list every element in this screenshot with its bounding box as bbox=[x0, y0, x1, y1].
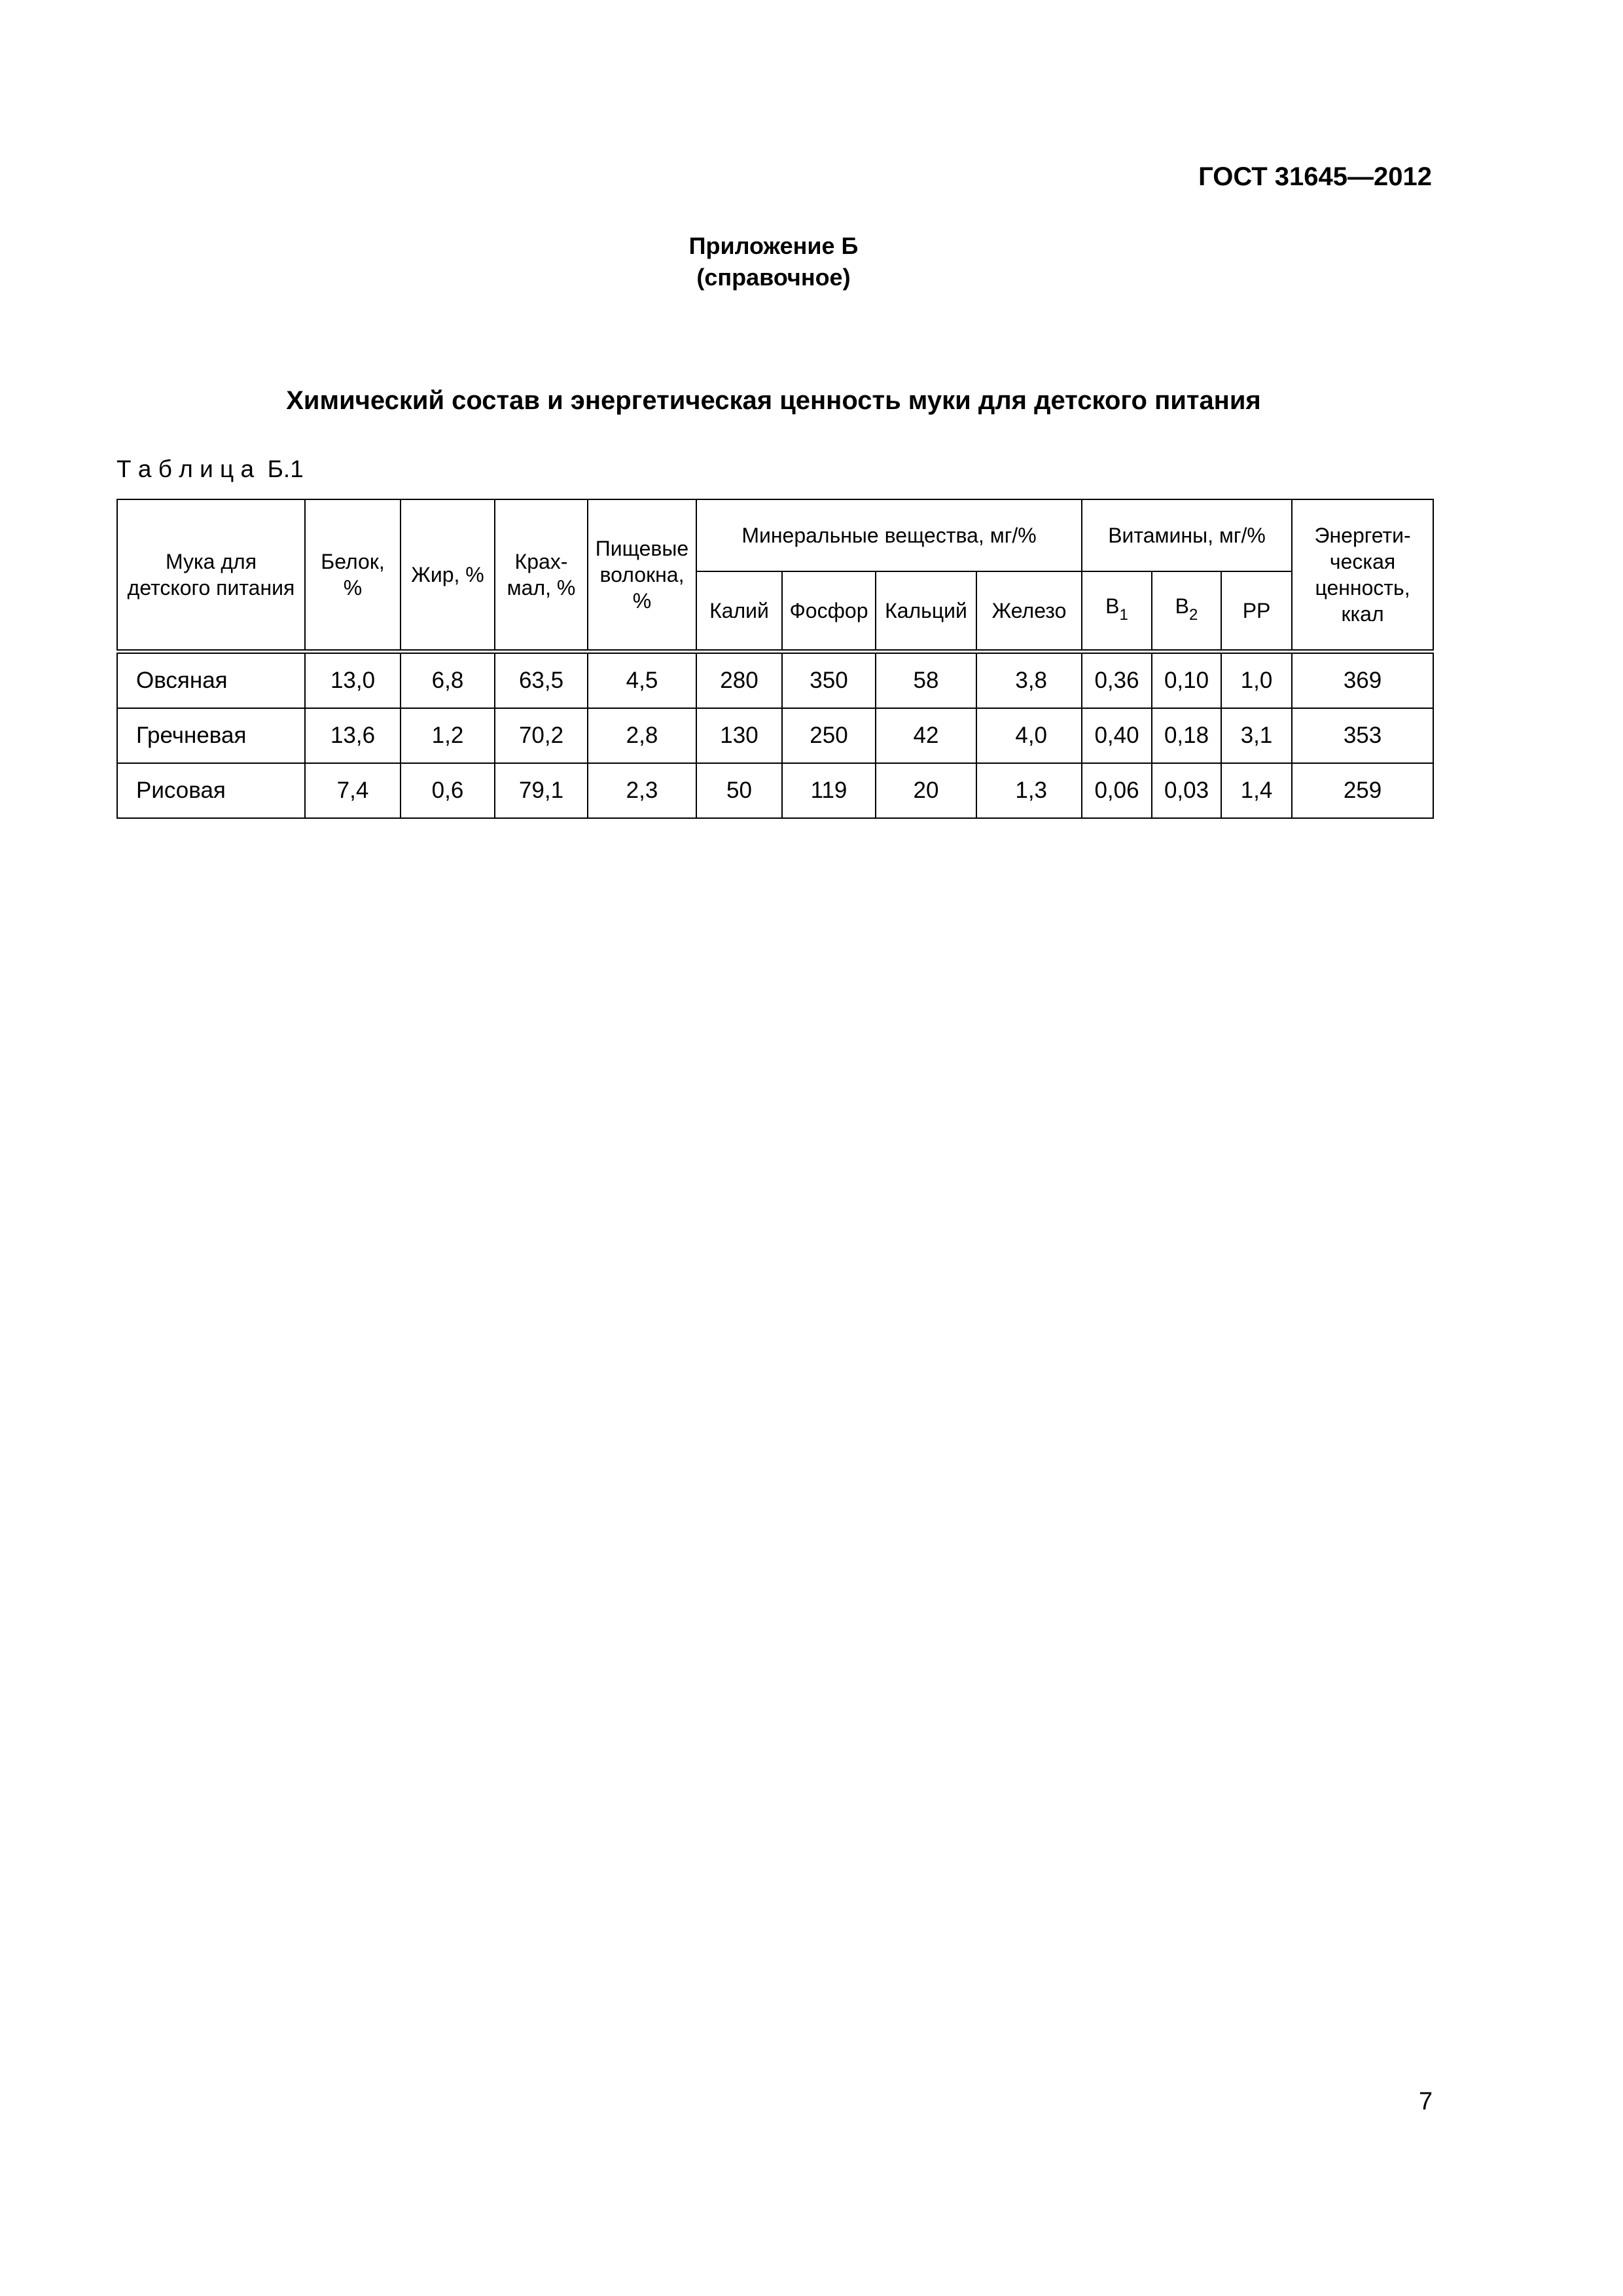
header-starch-line2: мал, % bbox=[507, 576, 576, 600]
table-row bbox=[117, 708, 1433, 763]
composition-table bbox=[116, 499, 1434, 819]
cell-vitamin-b2: 0,18 bbox=[1152, 708, 1221, 763]
cell-energy: 353 bbox=[1292, 708, 1433, 763]
header-vitamin-b1 bbox=[1082, 571, 1152, 652]
header-fiber-line3: % bbox=[632, 589, 652, 613]
cell-vitamin-b2: 0,03 bbox=[1152, 763, 1221, 818]
cell-fiber: 2,3 bbox=[588, 763, 696, 818]
document-code: ГОСТ 31645—2012 bbox=[1198, 162, 1432, 191]
header-vitamin-b2-base: B bbox=[1175, 594, 1189, 618]
cell-iron: 1,3 bbox=[976, 763, 1082, 818]
header-vitamin-pp: PP bbox=[1221, 571, 1292, 652]
header-fiber-line2: волокна, bbox=[599, 563, 685, 586]
cell-potassium: 50 bbox=[696, 763, 782, 818]
cell-starch: 63,5 bbox=[495, 652, 588, 709]
cell-flour-name: Гречневая bbox=[117, 708, 305, 763]
header-iron: Железо bbox=[976, 571, 1082, 652]
header-fiber-line1: Пищевые bbox=[595, 537, 689, 560]
cell-iron: 4,0 bbox=[976, 708, 1082, 763]
cell-vitamin-pp: 1,4 bbox=[1221, 763, 1292, 818]
header-flour bbox=[117, 499, 305, 652]
cell-vitamin-pp: 3,1 bbox=[1221, 708, 1292, 763]
header-calcium: Кальций bbox=[876, 571, 976, 652]
header-vitamin-b2 bbox=[1152, 571, 1221, 652]
cell-fat: 0,6 bbox=[401, 763, 495, 818]
page-number: 7 bbox=[1419, 2088, 1433, 2115]
cell-starch: 79,1 bbox=[495, 763, 588, 818]
cell-fat: 6,8 bbox=[401, 652, 495, 709]
cell-vitamin-b2: 0,10 bbox=[1152, 652, 1221, 709]
header-protein bbox=[305, 499, 401, 652]
cell-protein: 13,6 bbox=[305, 708, 401, 763]
header-energy-line1: Энергети- bbox=[1314, 524, 1411, 547]
header-energy-line2: ческая bbox=[1329, 550, 1396, 573]
appendix-kind: (справочное) bbox=[696, 264, 851, 291]
appendix-label: Приложение Б bbox=[688, 232, 859, 259]
cell-vitamin-pp: 1,0 bbox=[1221, 652, 1292, 709]
header-energy bbox=[1292, 499, 1433, 652]
cell-vitamin-b1: 0,06 bbox=[1082, 763, 1152, 818]
cell-calcium: 20 bbox=[876, 763, 976, 818]
cell-fiber: 4,5 bbox=[588, 652, 696, 709]
header-potassium: Калий bbox=[696, 571, 782, 652]
header-protein-line1: Белок, bbox=[321, 550, 385, 573]
cell-starch: 70,2 bbox=[495, 708, 588, 763]
header-energy-line3: ценность, bbox=[1315, 576, 1410, 600]
cell-potassium: 130 bbox=[696, 708, 782, 763]
cell-calcium: 42 bbox=[876, 708, 976, 763]
cell-energy: 369 bbox=[1292, 652, 1433, 709]
header-vitamin-b1-sub: 1 bbox=[1119, 606, 1128, 624]
cell-vitamin-b1: 0,40 bbox=[1082, 708, 1152, 763]
cell-phosphorus: 119 bbox=[782, 763, 876, 818]
header-vitamin-b2-sub: 2 bbox=[1189, 606, 1198, 624]
cell-vitamin-b1: 0,36 bbox=[1082, 652, 1152, 709]
header-vitamin-b1-base: B bbox=[1105, 594, 1120, 618]
cell-protein: 13,0 bbox=[305, 652, 401, 709]
cell-iron: 3,8 bbox=[976, 652, 1082, 709]
table-caption: Т а б л и ц а Б.1 bbox=[116, 456, 304, 482]
cell-potassium: 280 bbox=[696, 652, 782, 709]
document-title: Химический состав и энергетическая ценность муки для детского питания bbox=[286, 386, 1261, 415]
header-starch-line1: Крах- bbox=[514, 550, 568, 573]
header-fiber bbox=[588, 499, 696, 652]
cell-flour-name: Овсяная bbox=[117, 652, 305, 709]
header-starch bbox=[495, 499, 588, 652]
cell-fiber: 2,8 bbox=[588, 708, 696, 763]
table-row bbox=[117, 652, 1433, 709]
header-vitamins-group: Витамины, мг/% bbox=[1082, 499, 1292, 571]
header-fat-label: Жир, % bbox=[411, 563, 484, 586]
table-row bbox=[117, 763, 1433, 818]
header-energy-line4: ккал bbox=[1341, 602, 1384, 626]
header-minerals-group: Минеральные вещества, мг/% bbox=[696, 499, 1082, 571]
cell-fat: 1,2 bbox=[401, 708, 495, 763]
cell-calcium: 58 bbox=[876, 652, 976, 709]
header-phosphorus: Фосфор bbox=[782, 571, 876, 652]
header-protein-line2: % bbox=[343, 576, 363, 600]
cell-phosphorus: 250 bbox=[782, 708, 876, 763]
cell-flour-name: Рисовая bbox=[117, 763, 305, 818]
appendix-heading bbox=[0, 230, 1547, 293]
cell-energy: 259 bbox=[1292, 763, 1433, 818]
cell-protein: 7,4 bbox=[305, 763, 401, 818]
cell-phosphorus: 350 bbox=[782, 652, 876, 709]
header-flour-line2: детского питания bbox=[127, 576, 295, 600]
header-flour-line1: Мука для bbox=[165, 550, 257, 573]
header-fat bbox=[401, 499, 495, 652]
